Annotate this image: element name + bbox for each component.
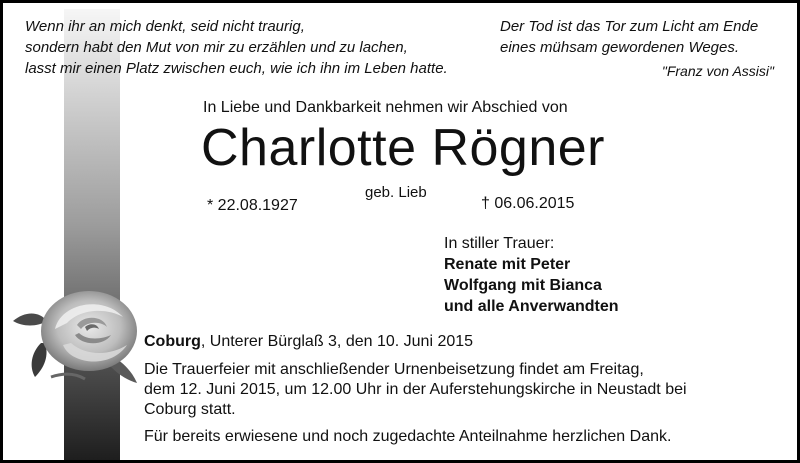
mourners-heading: In stiller Trauer:: [444, 235, 555, 252]
notice-line: Coburg statt.: [144, 401, 236, 418]
quote-line: Wenn ihr an mich denkt, seid nicht traurig,: [25, 18, 305, 35]
mourner-name: Renate mit Peter: [444, 256, 571, 273]
place-name: Coburg: [144, 333, 201, 350]
mourner-name: und alle Anverwandten: [444, 298, 619, 315]
quote-line: eines mühsam gewordenen Weges.: [500, 39, 740, 56]
notice-line: dem 12. Juni 2015, um 12.00 Uhr in der Auferstehungskirche in Neustadt bei: [144, 381, 687, 398]
rose-image: [11, 281, 141, 386]
left-quote: [25, 16, 485, 79]
quote-line: Der Tod ist das Tor zum Licht am Ende: [500, 18, 759, 35]
quote-author: "Franz von Assisi": [661, 63, 774, 79]
notice-line: Die Trauerfeier mit anschließender Urnenbeisetzung findet am Freitag,: [144, 361, 644, 378]
funeral-notice: [144, 360, 794, 420]
footer-text: [144, 332, 794, 447]
quote-line: lasst mir einen Platz zwischen euch, wie ich ihn im Leben hatte.: [25, 60, 448, 77]
death-date: † 06.06.2015: [481, 195, 575, 212]
quote-line: sondern habt den Mut von mir zu erzählen und zu lachen,: [25, 39, 408, 56]
right-quote: [500, 16, 790, 82]
maiden-name: geb. Lieb: [365, 184, 427, 201]
mourners-block: [444, 233, 619, 317]
birth-date: * 22.08.1927: [207, 197, 298, 214]
thanks-line: Für bereits erwiesene und noch zugedachte Anteilnahme herzlichen Dank.: [144, 428, 672, 445]
intro-text: In Liebe und Dankbarkeit nehmen wir Abschied von: [203, 99, 568, 116]
deceased-name: Charlotte Rögner: [201, 119, 605, 177]
mourner-name: Wolfgang mit Bianca: [444, 277, 602, 294]
address-date: , Unterer Bürglaß 3, den 10. Juni 2015: [200, 333, 474, 350]
